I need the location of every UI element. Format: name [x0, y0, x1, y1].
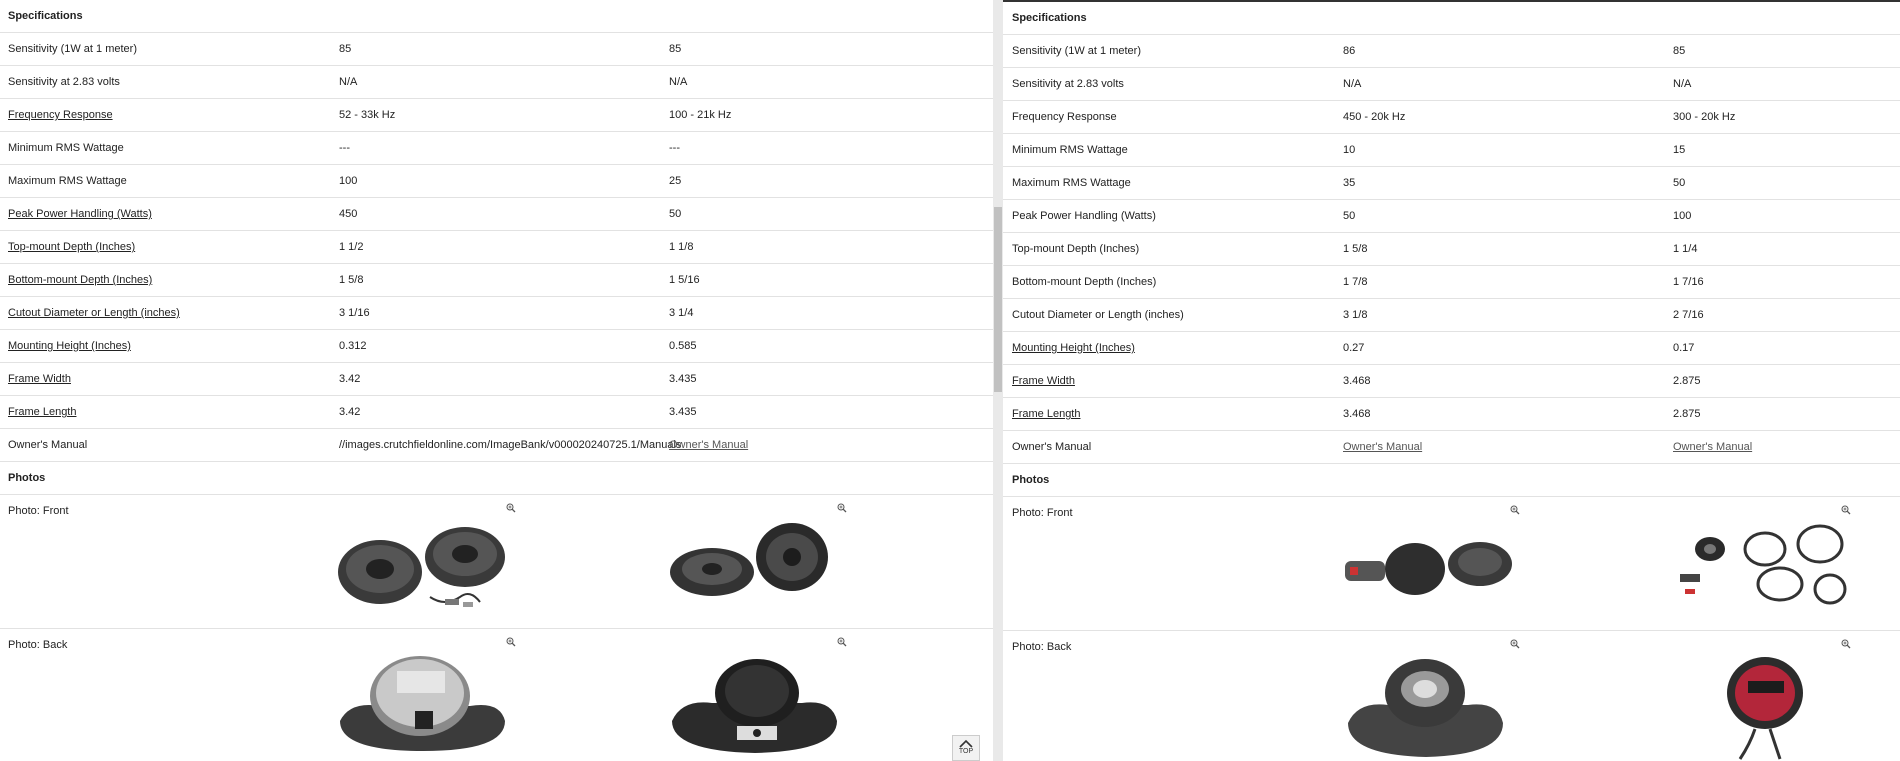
spec-row: [0, 33, 993, 66]
zoom-icon[interactable]: [1841, 639, 1851, 649]
spec-value-product-1: 0.27: [1343, 342, 1365, 354]
spec-row: [0, 99, 993, 132]
spec-value-product-2: 0.17: [1673, 342, 1695, 354]
spec-row: [1003, 266, 1900, 299]
specifications-title: Specifications: [1012, 12, 1087, 24]
spec-row: [1003, 167, 1900, 200]
spec-value-product-1: ---: [339, 142, 350, 154]
spec-row: [0, 264, 993, 297]
photos-header: [1003, 464, 1900, 497]
spec-value-product-1: 450: [339, 208, 358, 220]
spec-row: [1003, 134, 1900, 167]
spec-value-product-1: 86: [1343, 45, 1356, 57]
spec-row: [1003, 365, 1900, 398]
specifications-header: [1003, 2, 1900, 35]
photo-back-label: Photo: Back: [8, 639, 68, 651]
spec-label-link[interactable]: Peak Power Handling (Watts): [8, 208, 152, 220]
spec-value-product-2: 50: [1673, 177, 1686, 189]
spec-label-link[interactable]: Bottom-mount Depth (Inches): [8, 274, 153, 286]
spec-value-product-1: 1 5/8: [339, 274, 364, 286]
speaker-pair-front-photo[interactable]: [335, 517, 510, 622]
spec-label-link[interactable]: Frame Length: [8, 406, 77, 418]
speaker-back-photo[interactable]: [335, 651, 510, 761]
spec-value-product-2: 1 1/4: [1673, 243, 1698, 255]
photos-title: Photos: [1012, 474, 1050, 486]
spec-label: Sensitivity at 2.83 volts: [1012, 78, 1124, 90]
spec-value-product-1: 1 7/8: [1343, 276, 1368, 288]
spec-label: Maximum RMS Wattage: [8, 175, 127, 187]
spec-label-link[interactable]: Mounting Height (Inches): [8, 340, 131, 352]
spec-row: [0, 330, 993, 363]
zoom-icon[interactable]: [837, 637, 847, 647]
speaker-back-photo[interactable]: [1340, 653, 1515, 761]
owners-manual-url[interactable]: //images.crutchfieldonline.com/ImageBank/v000020240725.1/Manuals: [339, 439, 682, 451]
zoom-icon[interactable]: [1841, 505, 1851, 515]
spec-value-product-1: 3.42: [339, 373, 361, 385]
spec-value-product-2: ---: [669, 142, 680, 154]
spec-row: [1003, 35, 1900, 68]
spec-value-product-2: 0.585: [669, 340, 697, 352]
photo-row-front: [0, 495, 993, 629]
zoom-icon[interactable]: [506, 637, 516, 647]
spec-value-product-2: 1 7/16: [1673, 276, 1704, 288]
spec-value-product-1: N/A: [1343, 78, 1362, 90]
spec-row: [0, 165, 993, 198]
spec-row: [0, 132, 993, 165]
spec-value-product-2: 2.875: [1673, 375, 1701, 387]
photos-header: [0, 462, 993, 495]
spec-label: Sensitivity at 2.83 volts: [8, 76, 120, 88]
spec-label: Minimum RMS Wattage: [1012, 144, 1128, 156]
spec-label-link[interactable]: Frequency Response: [8, 109, 113, 121]
spec-value-product-2: 2 7/16: [1673, 309, 1704, 321]
spec-row: [0, 396, 993, 429]
spec-label-link[interactable]: Top-mount Depth (Inches): [8, 241, 136, 253]
spec-label: Minimum RMS Wattage: [8, 142, 124, 154]
spec-value-product-1: 3.42: [339, 406, 361, 418]
spec-value-product-2: 100 - 21k Hz: [669, 109, 732, 121]
spec-label: Frequency Response: [1012, 111, 1117, 123]
spec-value-product-2: 100: [1673, 210, 1692, 222]
zoom-icon[interactable]: [1510, 505, 1520, 515]
speaker-back-photo[interactable]: [1670, 653, 1850, 761]
spec-label: Cutout Diameter or Length (inches): [1012, 309, 1184, 321]
spec-row: [0, 297, 993, 330]
spec-value-product-2: N/A: [1673, 78, 1692, 90]
component-speaker-front-photo[interactable]: [1340, 519, 1515, 609]
zoom-icon[interactable]: [837, 503, 847, 513]
back-to-top-button[interactable]: [952, 735, 980, 761]
spec-label: Owner's Manual: [1012, 441, 1092, 453]
spec-value-product-1: 3 1/16: [339, 307, 370, 319]
spec-label-link[interactable]: Mounting Height (Inches): [1012, 342, 1135, 354]
spec-row: [0, 198, 993, 231]
chevron-up-icon: [958, 739, 974, 748]
right-compare-pane: [1003, 0, 1900, 761]
zoom-icon[interactable]: [1510, 639, 1520, 649]
speaker-pair-front-photo[interactable]: [667, 517, 842, 607]
photo-front-label: Photo: Front: [1012, 507, 1073, 519]
spec-value-product-1: 85: [339, 43, 352, 55]
spec-row: [1003, 101, 1900, 134]
spec-value-product-2: 15: [1673, 144, 1686, 156]
spec-value-product-2: 1 5/16: [669, 274, 700, 286]
vertical-scrollbar[interactable]: [993, 0, 1003, 761]
spec-row: [0, 363, 993, 396]
photo-back-label: Photo: Back: [1012, 641, 1072, 653]
spec-label-link[interactable]: Frame Length: [1012, 408, 1081, 420]
spec-label-link[interactable]: Frame Width: [1012, 375, 1075, 387]
spec-label: Maximum RMS Wattage: [1012, 177, 1131, 189]
spec-label: Peak Power Handling (Watts): [1012, 210, 1156, 222]
photos-title: Photos: [8, 472, 46, 484]
spec-value-product-2: 3.435: [669, 406, 697, 418]
spec-value-product-2: N/A: [669, 76, 688, 88]
scrollbar-thumb[interactable]: [994, 207, 1002, 392]
spec-value-product-2: 2.875: [1673, 408, 1701, 420]
spec-value-product-1: 3.468: [1343, 375, 1371, 387]
photo-row-back: [0, 629, 993, 761]
spec-label-link[interactable]: Frame Width: [8, 373, 71, 385]
spec-value-product-2: 3.435: [669, 373, 697, 385]
spec-value-product-1: 1 5/8: [1343, 243, 1368, 255]
owners-manual-link[interactable]: Owner's Manual: [1343, 441, 1423, 453]
spec-label: Owner's Manual: [8, 439, 88, 451]
spec-label: Sensitivity (1W at 1 meter): [1012, 45, 1141, 57]
component-kit-front-photo[interactable]: [1670, 519, 1850, 624]
spec-value-product-1: 10: [1343, 144, 1356, 156]
spec-value-product-2: 3 1/4: [669, 307, 694, 319]
back-to-top-label: TOP: [958, 748, 974, 755]
spec-label: Sensitivity (1W at 1 meter): [8, 43, 137, 55]
spec-table: [1003, 35, 1900, 431]
spec-row: [1003, 200, 1900, 233]
spec-table: [0, 33, 993, 429]
spec-value-product-1: 50: [1343, 210, 1356, 222]
photo-row-back: [1003, 631, 1900, 761]
spec-value-product-1: 35: [1343, 177, 1356, 189]
owners-manual-link[interactable]: Owner's Manual: [669, 439, 749, 451]
photo-front-label: Photo: Front: [8, 505, 69, 517]
spec-value-product-2: 85: [669, 43, 682, 55]
spec-label: Bottom-mount Depth (Inches): [1012, 276, 1157, 288]
spec-value-product-2: 50: [669, 208, 682, 220]
spec-value-product-1: 450 - 20k Hz: [1343, 111, 1406, 123]
spec-label: Top-mount Depth (Inches): [1012, 243, 1140, 255]
spec-value-product-1: 0.312: [339, 340, 367, 352]
owners-manual-link[interactable]: Owner's Manual: [1673, 441, 1753, 453]
spec-row: [1003, 332, 1900, 365]
spec-value-product-2: 85: [1673, 45, 1686, 57]
spec-value-product-1: 3.468: [1343, 408, 1371, 420]
spec-row: [1003, 398, 1900, 431]
specifications-header: [0, 0, 993, 33]
spec-value-product-1: 100: [339, 175, 358, 187]
spec-row-owners-manual: [1003, 431, 1900, 464]
spec-value-product-1: N/A: [339, 76, 358, 88]
spec-value-product-1: 3 1/8: [1343, 309, 1368, 321]
speaker-back-photo[interactable]: [667, 651, 842, 761]
spec-value-product-1: 1 1/2: [339, 241, 364, 253]
spec-row: [0, 231, 993, 264]
specifications-title: Specifications: [8, 10, 83, 22]
spec-row: [1003, 233, 1900, 266]
spec-row: [1003, 299, 1900, 332]
spec-value-product-2: 300 - 20k Hz: [1673, 111, 1736, 123]
spec-label-link[interactable]: Cutout Diameter or Length (inches): [8, 307, 180, 319]
spec-value-product-1: 52 - 33k Hz: [339, 109, 396, 121]
photo-row-front: [1003, 497, 1900, 631]
spec-row: [1003, 68, 1900, 101]
spec-row: [0, 66, 993, 99]
spec-row-owners-manual: [0, 429, 993, 462]
zoom-icon[interactable]: [506, 503, 516, 513]
spec-value-product-2: 25: [669, 175, 682, 187]
spec-value-product-2: 1 1/8: [669, 241, 694, 253]
